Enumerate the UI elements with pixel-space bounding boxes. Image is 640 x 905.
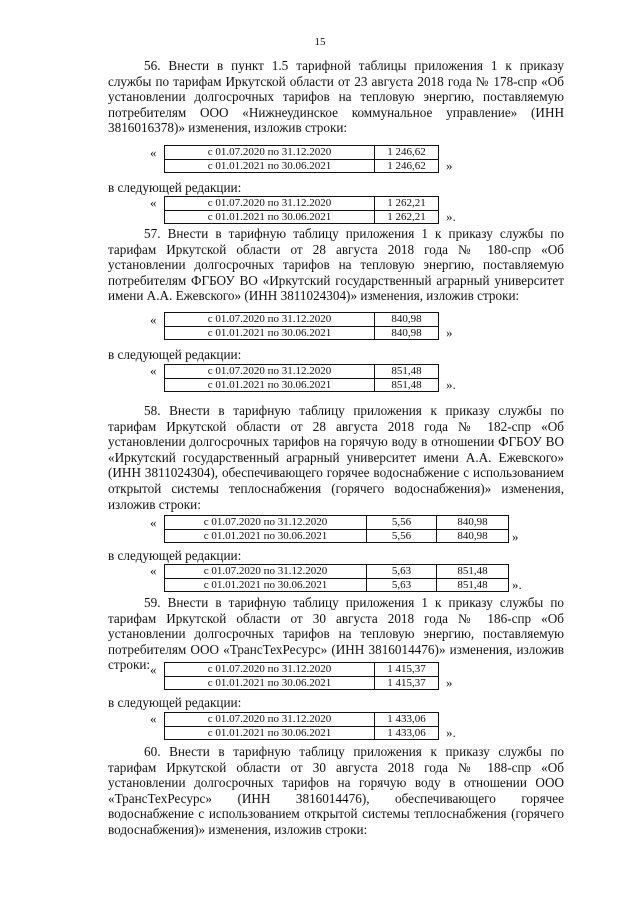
old-rows-table-56 xyxy=(164,145,439,173)
quote-open: « xyxy=(150,195,157,210)
quote-open: « xyxy=(150,711,157,726)
table-row: с 01.01.2021 по 30.06.2021 1 433,06 xyxy=(165,726,439,740)
new-rows-table-56 xyxy=(164,196,439,224)
table-row: с 01.01.2021 по 30.06.2021 1 415,37 xyxy=(165,676,439,690)
paragraph-56: 56. Внести в пункт 1.5 тарифной таблицы приложения 1 к приказу службы по тарифам Иркутской области от 23 августа 2018 года № 178-спр «Об установлении долгосрочных тарифов на тепловую энергию, поставляемую потребителям ООО «Нижнеудинское коммунальное управление» (ИНН 3816016378)» изменения, изложив строки: xyxy=(108,58,564,136)
paragraph-60: 60. Внести в тарифную таблицу приложения к приказу службы по тарифам Иркутской области от 30 августа 2018 года № 188-спр «Об установлении долгосрочных тарифов на горячую воду в отношении ООО «ТрансТехРесурс» (ИНН 3816014476), обеспечивающего горячее водоснабжение с использованием открытой системы теплоснабжения (горячего водоснабжения)» изменения, изложив строки: xyxy=(108,744,564,837)
table-row: с 01.07.2020 по 31.12.2020 1 246,62 xyxy=(165,146,439,160)
table-row: с 01.07.2020 по 31.12.2020 1 415,37 xyxy=(165,663,439,677)
quote-close: » xyxy=(512,529,519,544)
new-edition-label: в следующей редакции: xyxy=(108,347,242,362)
table-row: с 01.07.2020 по 31.12.2020 5,63 851,48 xyxy=(165,565,509,579)
new-edition-label: в следующей редакции: xyxy=(108,548,242,563)
quote-close: » xyxy=(446,158,453,173)
quote-open: « xyxy=(150,145,157,160)
paragraph-59: 59. Внести в тарифную таблицу приложения 1 к приказу службы по тарифам Иркутской области от 30 августа 2018 года № 186-спр «Об установлении долгосрочных тарифов на тепловую энергию, поставляемую потребителям ООО «ТрансТехРесурс» (ИНН 3816014476)» изменения, изложив строки: xyxy=(108,595,564,673)
old-rows-table-57 xyxy=(164,312,439,340)
old-rows-table-59 xyxy=(164,662,439,690)
new-edition-label: в следующей редакции: xyxy=(108,180,242,195)
table-row: с 01.01.2021 по 30.06.2021 1 262,21 xyxy=(165,210,439,224)
page-number: 15 xyxy=(314,36,326,48)
quote-open: « xyxy=(150,515,157,530)
table-row: с 01.07.2020 по 31.12.2020 5,56 840,98 xyxy=(165,516,509,530)
quote-open: « xyxy=(150,662,157,677)
table-row: с 01.01.2021 по 30.06.2021 851,48 xyxy=(165,378,439,392)
new-rows-table-59 xyxy=(164,712,439,740)
table-row: с 01.01.2021 по 30.06.2021 840,98 xyxy=(165,326,439,340)
quote-close-final: ». xyxy=(446,725,456,740)
table-row: с 01.07.2020 по 31.12.2020 851,48 xyxy=(165,365,439,379)
new-rows-table-57 xyxy=(164,364,439,392)
new-edition-label: в следующей редакции: xyxy=(108,695,242,710)
quote-open: « xyxy=(150,363,157,378)
table-row: с 01.07.2020 по 31.12.2020 840,98 xyxy=(165,313,439,327)
quote-close: » xyxy=(446,675,453,690)
quote-close-final: ». xyxy=(446,209,456,224)
table-row: с 01.07.2020 по 31.12.2020 1 433,06 xyxy=(165,713,439,727)
table-row: с 01.01.2021 по 30.06.2021 5,63 851,48 xyxy=(165,578,509,592)
table-row: с 01.07.2020 по 31.12.2020 1 262,21 xyxy=(165,197,439,211)
table-row: с 01.01.2021 по 30.06.2021 1 246,62 xyxy=(165,159,439,173)
old-rows-table-58 xyxy=(164,515,509,543)
quote-close-final: ». xyxy=(512,577,522,592)
new-rows-table-58 xyxy=(164,564,509,592)
paragraph-57: 57. Внести в тарифную таблицу приложения 1 к приказу службы по тарифам Иркутской области от 28 августа 2018 года № 180-спр «Об установлении долгосрочных тарифов на тепловую энергию, поставляемую потребителям ФГБОУ ВО «Иркутский государственный аграрный университет имени А.А. Ежевского» (ИНН 3811024304)» изменения, изложив строки: xyxy=(108,226,564,304)
quote-open: « xyxy=(150,563,157,578)
quote-open: « xyxy=(150,312,157,327)
quote-close-final: ». xyxy=(446,377,456,392)
paragraph-58: 58. Внести в тарифную таблицу приложения к приказу службы по тарифам Иркутской области от 28 августа 2018 года № 182-спр «Об установлении долгосрочных тарифов на горячую воду в отношении ФГБОУ ВО «Иркутский государственный аграрный университет имени А.А. Ежевского» (ИНН 3811024304), обеспечивающего горячее водоснабжение с использованием открытой системы теплоснабжения (горячего водоснабжения)» изменения, изложив строки: xyxy=(108,403,564,512)
quote-close: » xyxy=(446,325,453,340)
table-row: с 01.01.2021 по 30.06.2021 5,56 840,98 xyxy=(165,529,509,543)
